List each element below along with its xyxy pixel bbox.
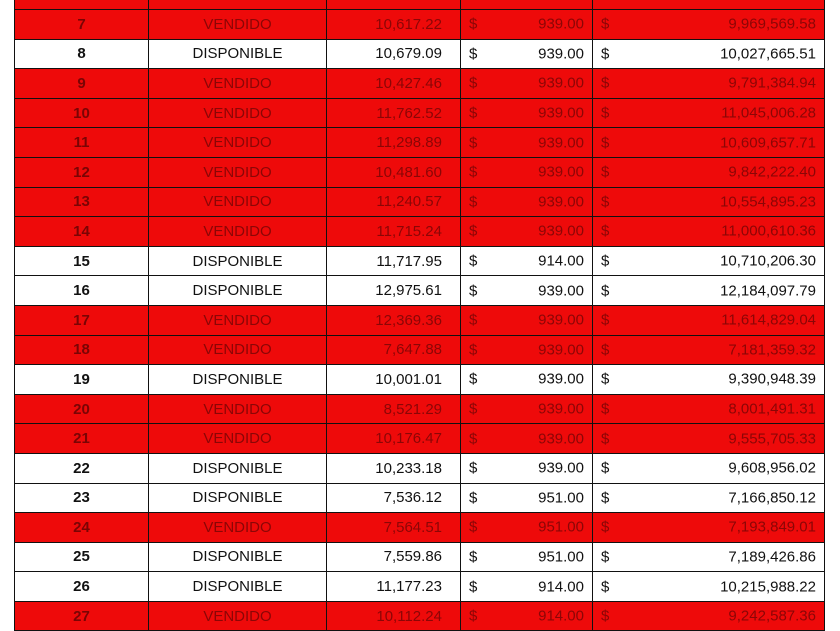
area-cell: 7,536.12: [327, 483, 461, 513]
unit-price-cell: [461, 39, 593, 69]
table-row: [15, 513, 825, 543]
area-cell: [327, 0, 461, 10]
currency-symbol: $: [469, 459, 478, 477]
total-price-value: 9,242,587.36: [728, 607, 816, 625]
lot-number-cell: 23: [15, 483, 149, 513]
total-price-value: 11,045,006.28: [721, 104, 816, 122]
currency-symbol: $: [469, 489, 478, 507]
unit-price-value: 939.00: [538, 134, 584, 152]
status-cell: [149, 0, 327, 10]
currency-symbol: $: [601, 578, 610, 596]
unit-price-value: 939.00: [538, 400, 584, 418]
currency-symbol: $: [601, 341, 610, 359]
currency-symbol: $: [469, 74, 478, 92]
currency-symbol: $: [469, 341, 478, 359]
status-cell: VENDIDO: [149, 69, 327, 99]
currency-symbol: $: [601, 193, 610, 211]
total-price-cell: [593, 335, 825, 365]
currency-symbol: $: [601, 430, 610, 448]
total-price-value: 9,842,222.40: [728, 163, 816, 181]
currency-symbol: $: [469, 607, 478, 625]
unit-price-cell: [461, 187, 593, 217]
unit-price-value: 939.00: [538, 341, 584, 359]
status-cell: VENDIDO: [149, 217, 327, 247]
unit-price-cell: [461, 305, 593, 335]
area-cell: 10,481.60: [327, 157, 461, 187]
lot-number-cell: 21: [15, 424, 149, 454]
total-price-cell: [593, 424, 825, 454]
total-price-value: 9,555,705.33: [728, 430, 816, 448]
currency-symbol: $: [469, 282, 478, 300]
unit-price-cell: [461, 513, 593, 543]
area-cell: 11,762.52: [327, 98, 461, 128]
area-cell: 7,647.88: [327, 335, 461, 365]
table-row: [15, 424, 825, 454]
status-cell: DISPONIBLE: [149, 453, 327, 483]
area-cell: 11,715.24: [327, 217, 461, 247]
table-row: [15, 572, 825, 602]
lot-number-cell: 10: [15, 98, 149, 128]
currency-symbol: $: [601, 282, 610, 300]
area-cell: 10,679.09: [327, 39, 461, 69]
currency-symbol: $: [469, 193, 478, 211]
currency-symbol: $: [469, 400, 478, 418]
status-cell: DISPONIBLE: [149, 276, 327, 306]
currency-symbol: $: [469, 430, 478, 448]
currency-symbol: $: [601, 518, 610, 536]
unit-price-cell: [461, 69, 593, 99]
currency-symbol: $: [601, 74, 610, 92]
currency-symbol: $: [469, 578, 478, 596]
lot-cell: [15, 0, 149, 10]
unit-price-cell: [461, 365, 593, 395]
unit-price-value: 939.00: [538, 311, 584, 329]
unit-price-value: 939.00: [538, 282, 584, 300]
total-price-cell: [593, 365, 825, 395]
total-price-cell: [593, 601, 825, 631]
lot-number-cell: 7: [15, 10, 149, 40]
currency-symbol: $: [601, 489, 610, 507]
unit-price-cell: [461, 483, 593, 513]
total-price-value: 11,000,610.36: [721, 222, 816, 240]
table-row-partial-top: [15, 0, 825, 10]
lot-number-cell: 26: [15, 572, 149, 602]
total-price-value: 7,189,426.86: [728, 548, 816, 566]
total-price-cell: [593, 10, 825, 40]
currency-symbol: $: [601, 607, 610, 625]
area-cell: 12,975.61: [327, 276, 461, 306]
lot-inventory-table: [14, 0, 825, 631]
total-price-cell: [593, 394, 825, 424]
status-cell: DISPONIBLE: [149, 572, 327, 602]
table-row: [15, 39, 825, 69]
unit-price-cell: [461, 98, 593, 128]
unit-price-cell: [461, 128, 593, 158]
total-price-cell: [593, 98, 825, 128]
area-cell: 7,559.86: [327, 542, 461, 572]
lot-number-cell: 17: [15, 305, 149, 335]
table-row: [15, 335, 825, 365]
status-cell: VENDIDO: [149, 157, 327, 187]
lot-number-cell: 14: [15, 217, 149, 247]
table-row: [15, 276, 825, 306]
total-price-value: 9,969,569.58: [728, 15, 816, 33]
status-cell: DISPONIBLE: [149, 39, 327, 69]
table-row: [15, 483, 825, 513]
currency-symbol: $: [469, 370, 478, 388]
status-cell: VENDIDO: [149, 394, 327, 424]
unit-price-value: 939.00: [538, 74, 584, 92]
area-cell: 10,427.46: [327, 69, 461, 99]
area-cell: 10,176.47: [327, 424, 461, 454]
unit-price-value: 951.00: [538, 548, 584, 566]
total-price-value: 9,791,384.94: [728, 74, 816, 92]
currency-symbol: $: [601, 370, 610, 388]
status-cell: VENDIDO: [149, 424, 327, 454]
currency-symbol: $: [469, 252, 478, 270]
table-row: [15, 453, 825, 483]
total-price-cell: [593, 453, 825, 483]
area-cell: 10,617.22: [327, 10, 461, 40]
unit-price-cell: [461, 542, 593, 572]
table-row: [15, 601, 825, 631]
total-price-cell: [593, 542, 825, 572]
unit-price-cell: [461, 217, 593, 247]
currency-symbol: $: [469, 15, 478, 33]
total-price-value: 11,614,829.04: [721, 311, 816, 329]
currency-symbol: $: [601, 548, 610, 566]
total-price-value: 9,390,948.39: [728, 370, 816, 388]
currency-symbol: $: [601, 252, 610, 270]
area-cell: 11,298.89: [327, 128, 461, 158]
area-cell: 10,001.01: [327, 365, 461, 395]
unit-price-cell: [461, 424, 593, 454]
currency-symbol: $: [601, 400, 610, 418]
table-row: [15, 217, 825, 247]
total-price-cell: [593, 246, 825, 276]
total-price-value: 10,554,895.23: [720, 193, 816, 211]
status-cell: VENDIDO: [149, 10, 327, 40]
lot-number-cell: 9: [15, 69, 149, 99]
currency-symbol: $: [469, 222, 478, 240]
status-cell: VENDIDO: [149, 335, 327, 365]
lot-number-cell: 12: [15, 157, 149, 187]
status-cell: DISPONIBLE: [149, 542, 327, 572]
unit-price-cell: [461, 394, 593, 424]
table-row: [15, 394, 825, 424]
currency-symbol: $: [469, 134, 478, 152]
unit-price-cell: [461, 246, 593, 276]
unit-price-value: 939.00: [538, 45, 584, 63]
lot-number-cell: 15: [15, 246, 149, 276]
currency-symbol: $: [601, 311, 610, 329]
unit-price-cell: [461, 276, 593, 306]
total-price-value: 10,710,206.30: [720, 252, 816, 270]
currency-symbol: $: [601, 134, 610, 152]
total-price-value: 12,184,097.79: [720, 282, 816, 300]
currency-symbol: $: [601, 459, 610, 477]
currency-symbol: $: [469, 45, 478, 63]
total-price-cell: [593, 0, 825, 10]
area-cell: 8,521.29: [327, 394, 461, 424]
currency-symbol: $: [601, 104, 610, 122]
currency-symbol: $: [601, 15, 610, 33]
area-cell: 11,177.23: [327, 572, 461, 602]
status-cell: VENDIDO: [149, 513, 327, 543]
table-row: [15, 128, 825, 158]
lot-number-cell: 8: [15, 39, 149, 69]
total-price-value: 10,609,657.71: [720, 134, 816, 152]
total-price-value: 7,193,849.01: [728, 518, 816, 536]
table-row: [15, 542, 825, 572]
unit-price-cell: [461, 0, 593, 10]
total-price-value: 7,166,850.12: [728, 489, 816, 507]
unit-price-cell: [461, 572, 593, 602]
total-price-cell: [593, 128, 825, 158]
currency-symbol: $: [469, 518, 478, 536]
status-cell: VENDIDO: [149, 305, 327, 335]
area-cell: 12,369.36: [327, 305, 461, 335]
total-price-cell: [593, 572, 825, 602]
status-cell: VENDIDO: [149, 98, 327, 128]
unit-price-value: 939.00: [538, 193, 584, 211]
area-cell: 11,240.57: [327, 187, 461, 217]
unit-price-value: 939.00: [538, 15, 584, 33]
currency-symbol: $: [601, 222, 610, 240]
total-price-cell: [593, 187, 825, 217]
total-price-value: 10,027,665.51: [720, 45, 816, 63]
status-cell: DISPONIBLE: [149, 365, 327, 395]
lot-inventory-body: [15, 0, 825, 631]
table-row: [15, 246, 825, 276]
status-cell: VENDIDO: [149, 187, 327, 217]
unit-price-value: 914.00: [538, 578, 584, 596]
currency-symbol: $: [469, 104, 478, 122]
table-row: [15, 305, 825, 335]
total-price-cell: [593, 483, 825, 513]
currency-symbol: $: [469, 548, 478, 566]
unit-price-value: 951.00: [538, 489, 584, 507]
currency-symbol: $: [601, 45, 610, 63]
total-price-cell: [593, 39, 825, 69]
status-cell: VENDIDO: [149, 128, 327, 158]
status-cell: DISPONIBLE: [149, 246, 327, 276]
table-row: [15, 365, 825, 395]
area-cell: 10,233.18: [327, 453, 461, 483]
table-row: [15, 157, 825, 187]
lot-number-cell: 25: [15, 542, 149, 572]
currency-symbol: $: [469, 163, 478, 181]
lot-number-cell: 18: [15, 335, 149, 365]
total-price-cell: [593, 69, 825, 99]
lot-number-cell: 20: [15, 394, 149, 424]
unit-price-cell: [461, 157, 593, 187]
area-cell: 10,112.24: [327, 601, 461, 631]
lot-number-cell: 22: [15, 453, 149, 483]
total-price-value: 7,181,359.32: [728, 341, 816, 359]
area-cell: 11,717.95: [327, 246, 461, 276]
unit-price-value: 939.00: [538, 104, 584, 122]
table-row: [15, 98, 825, 128]
lot-number-cell: 27: [15, 601, 149, 631]
total-price-value: 9,608,956.02: [728, 459, 816, 477]
unit-price-value: 939.00: [538, 222, 584, 240]
status-cell: DISPONIBLE: [149, 483, 327, 513]
unit-price-value: 939.00: [538, 370, 584, 388]
unit-price-value: 914.00: [538, 252, 584, 270]
total-price-cell: [593, 217, 825, 247]
total-price-value: 10,215,988.22: [720, 578, 816, 596]
currency-symbol: $: [601, 163, 610, 181]
lot-number-cell: 19: [15, 365, 149, 395]
unit-price-value: 939.00: [538, 163, 584, 181]
lot-number-cell: 11: [15, 128, 149, 158]
table-row: [15, 10, 825, 40]
table-row: [15, 187, 825, 217]
total-price-cell: [593, 276, 825, 306]
area-cell: 7,564.51: [327, 513, 461, 543]
status-cell: VENDIDO: [149, 601, 327, 631]
lot-number-cell: 16: [15, 276, 149, 306]
currency-symbol: $: [469, 311, 478, 329]
unit-price-cell: [461, 10, 593, 40]
unit-price-value: 939.00: [538, 430, 584, 448]
unit-price-value: 951.00: [538, 518, 584, 536]
table-row: [15, 69, 825, 99]
unit-price-cell: [461, 335, 593, 365]
total-price-cell: [593, 513, 825, 543]
unit-price-value: 939.00: [538, 459, 584, 477]
unit-price-cell: [461, 453, 593, 483]
lot-number-cell: 13: [15, 187, 149, 217]
total-price-cell: [593, 157, 825, 187]
lot-number-cell: 24: [15, 513, 149, 543]
total-price-cell: [593, 305, 825, 335]
unit-price-value: 914.00: [538, 607, 584, 625]
total-price-value: 8,001,491.31: [728, 400, 816, 418]
unit-price-cell: [461, 601, 593, 631]
